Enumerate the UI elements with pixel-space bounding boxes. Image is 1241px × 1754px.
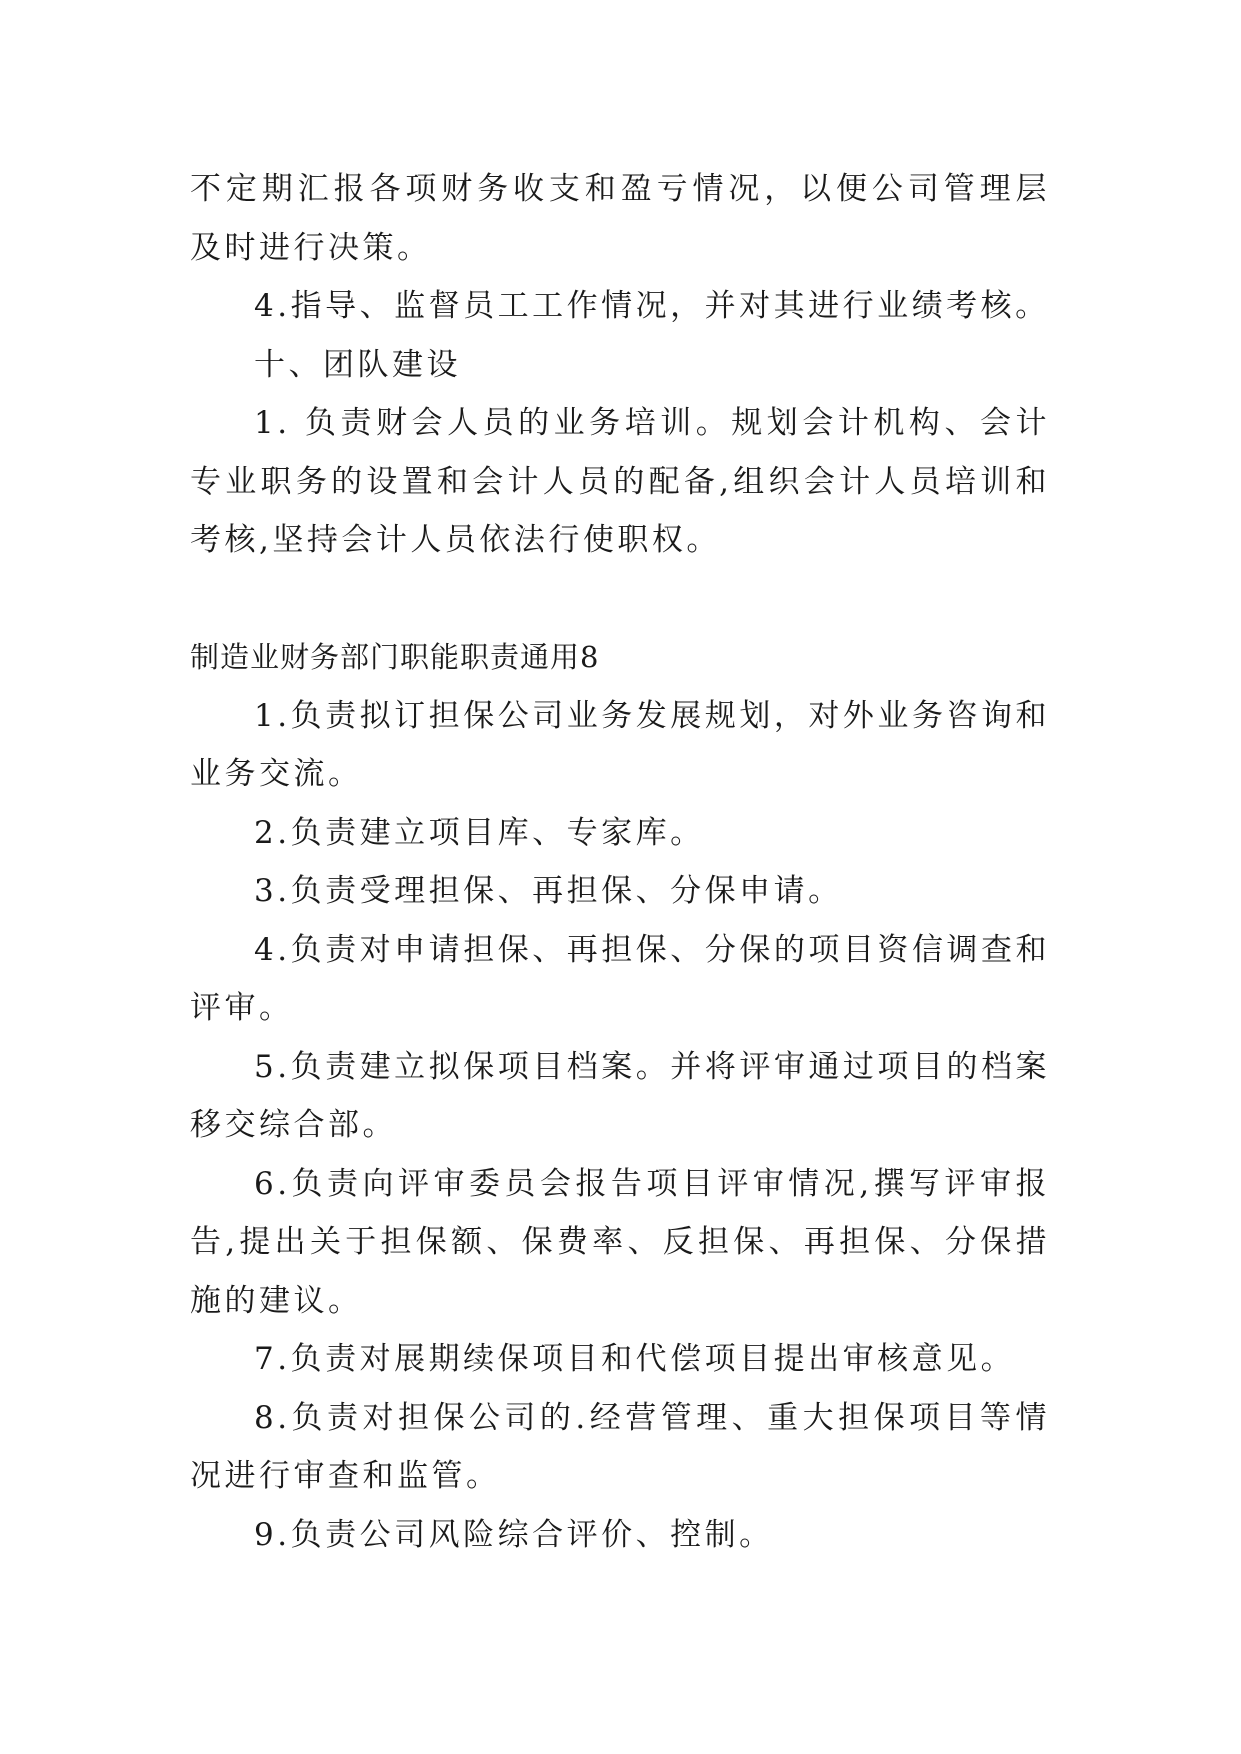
list-item: 6.负责向评审委员会报告项目评审情况,撰写评审报告,提出关于担保额、保费率、反担保、再担保、分保措施的建议。 (190, 1165, 1050, 1319)
section-heading-team-building: 十、团队建设 (254, 346, 461, 383)
list-item: 8.负责对担保公司的.经营管理、重大担保项目等情况进行审查和监管。 (190, 1399, 1050, 1494)
paragraph-gap (190, 570, 1050, 629)
paragraph-continuation: 不定期汇报各项财务收支和盈亏情况，以便公司管理层及时进行决策。 (190, 171, 1050, 266)
list-item: 3.负责受理担保、再担保、分保申请。 (254, 873, 843, 909)
document-body (190, 160, 1050, 1564)
list-item: 2.负责建立项目库、专家库。 (254, 814, 705, 851)
paragraph-item-4: 4.指导、监督员工工作情况，并对其进行业绩考核。 (254, 288, 1050, 324)
paragraph-training: 1. 负责财会人员的业务培训。规划会计机构、会计专业职务的设置和会计人员的配备,组织会计人员培训和考核,坚持会计人员依法行使职权。 (190, 405, 1050, 558)
list-item: 1.负责拟订担保公司业务发展规划，对外业务咨询和业务交流。 (190, 697, 1050, 792)
list-item: 4.负责对申请担保、再担保、分保的项目资信调查和评审。 (190, 931, 1050, 1026)
list-item: 5.负责建立拟保项目档案。并将评审通过项目的档案移交综合部。 (190, 1048, 1050, 1143)
section-title: 制造业财务部门职能职责通用8 (190, 640, 600, 674)
list-item: 7.负责对展期续保项目和代偿项目提出审核意见。 (254, 1341, 1016, 1377)
list-item: 9.负责公司风险综合评价、控制。 (254, 1516, 774, 1553)
